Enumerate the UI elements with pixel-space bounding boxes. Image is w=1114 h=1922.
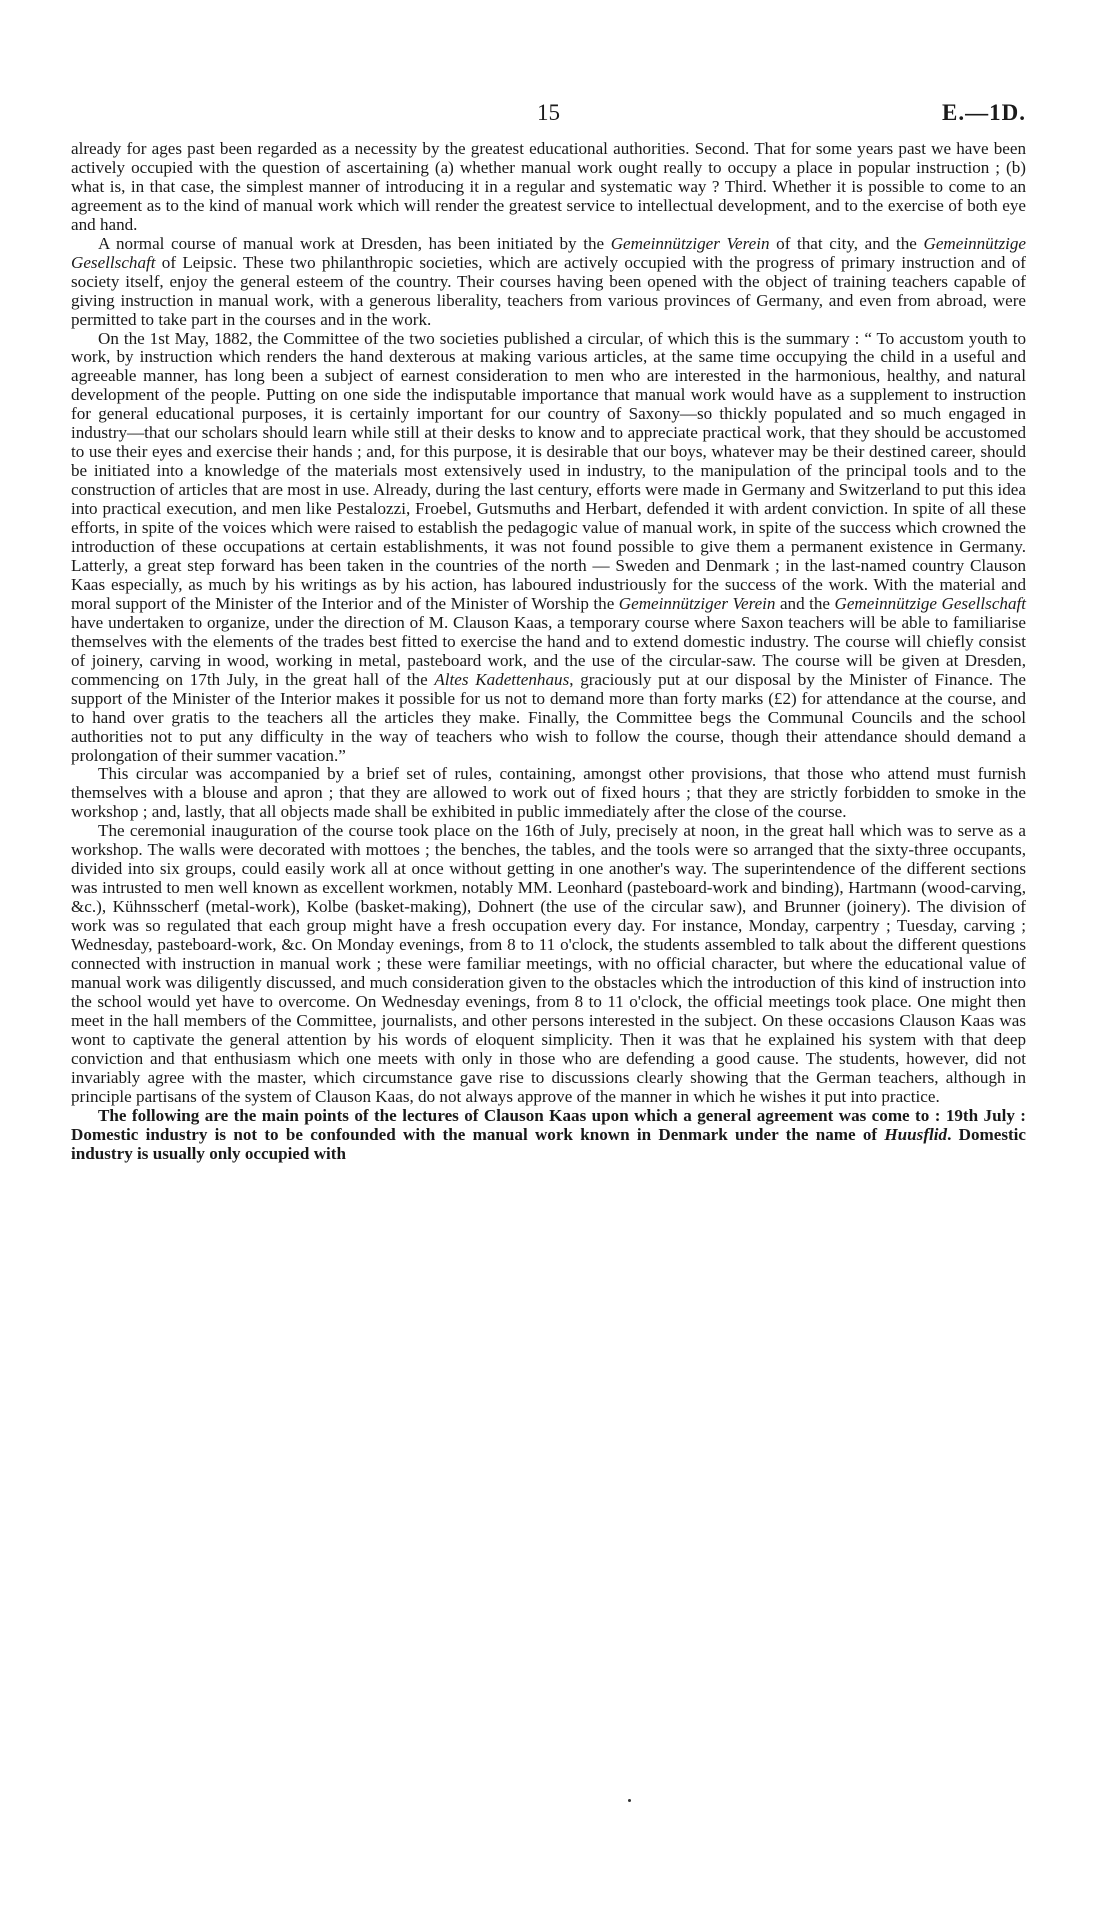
printer-mark (628, 1799, 631, 1802)
paragraph: On the 1st May, 1882, the Committee of the two societies published a circular, of which this is the summary : “ To accustom youth to work, by instruction which renders the hand dexterous at making various articles, at the same time occupying the child in a useful and agreeable manner, has long been a subject of earnest consideration to men who are interested in the harmonious, healthy, and natural development of the people. Putting on one side the indisputable importance that manual work would have as a supplement to instruction for general educational purposes, it is certainly important for our country of Saxony—so thickly populated and so much engaged in industry—that our scholars should learn while still at their desks to know and to appreciate practical work, that they should be accustomed to use their eyes and exercise their hands ; and, for this purpose, it is desirable that our boys, whatever may be their destined career, should be initiated into a knowledge of the materials most extensively used in industry, to the manipulation of the principal tools and to the construction of articles that are most in use. Already, during the last century, efforts were made in Germany and Switzerland to put this idea into practical execution, and men like Pestalozzi, Froebel, Gutsmuths and Herbart, defended it with ardent conviction. In spite of all these efforts, in spite of the voices which were raised to establish the pedagogic value of manual work, in spite of the success which crowned the introduction of these occupations at certain establishments, it was not found possible to give them a permanent existence in Germany. Latterly, a great step forward has been taken in the countries of the north — Sweden and Denmark ; in the last-named country Clauson Kaas especially, as much by his writings as by his action, has laboured industriously for the success of the work. With the material and moral support of the Minister of the Interior and of the Minister of Worship the Gemeinnütziger Verein and the Gemeinnützige Gesellschaft have undertaken to organize, under the direction of M. Clauson Kaas, a temporary course where Saxon teachers will be able to familiarise themselves with the elements of the trades best fitted to exercise the hand and to extend domestic industry. The course will chiefly consist of joinery, carving in wood, working in metal, pasteboard work, and the use of the circular-saw. The course will be given at Dresden, commencing on 17th July, in the great hall of the Altes Kadettenhaus, graciously put at our disposal by the Minister of Finance. The support of the Minister of the Interior makes it possible for us not to demand more than forty marks (£2) for attendance at the course, and to hand over gratis to the teachers all the articles they make. Finally, the Committee begs the Communal Councils and the school authorities not to put any difficulty in the way of teachers who wish to follow the course, though their attendance should demand a prolongation of their summer vacation.” (71, 328, 1026, 765)
paragraph: The ceremonial inauguration of the course took place on the 16th of July, precisely at noon, in the great hall which was to serve as a workshop. The walls were decorated with mottoes ; the benches, the tables, and the tools were so arranged that the sixty-three occupants, divided into six groups, could easily work all at once without getting in one another's way. The superintendence of the different sections was intrusted to men well known as excellent workmen, notably MM. Leonhard (pasteboard-work and binding), Hartmann (wood-carving, &c.), Kühnsscherf (metal-work), Kolbe (basket-making), Dohnert (the use of the circular saw), and Brunner (joinery). The division of work was so regulated that each group might have a fresh occupation every day. For instance, Monday, carpentry ; Tuesday, carving ; Wednesday, pasteboard-work, &c. On Monday evenings, from 8 to 11 o'clock, the students assembled to talk about the different questions connected with instruction in manual work ; these were familiar meetings, with no official character, but where the educational value of manual work was diligently discussed, and much consideration given to the obstacles which the introduction of this kind of instruction into the school would yet have to overcome. On Wednesday evenings, from 8 to 11 o'clock, the official meetings took place. One might then meet in the hall members of the Committee, journalists, and other persons interested in the subject. On these occasions Clauson Kaas was wont to captivate the general attention by his words of eloquent simplicity. Then it was that he explained his system with that deep conviction and that enthusiasm which one meets with only in those who are defending a good cause. The students, however, did not invariably agree with the master, which circumstance gave rise to discussions clearly showing that the German teachers, although in principle partisans of the system of Clauson Kaas, do not always approve of the manner in which he wishes it put into practice. (71, 821, 1026, 1106)
paragraph: This circular was accompanied by a brief set of rules, containing, amongst other provisions, that those who attend must furnish themselves with a blouse and apron ; that they are allowed to work out of fixed hours ; that they are strictly forbidden to smoke in the workshop ; and, lastly, that all objects made shall be exhibited in public immediately after the close of the course. (71, 764, 1026, 822)
paragraph: A normal course of manual work at Dresden, has been initiated by the Gemeinnütziger Verein of that city, and the Gemeinnützige Gesellschaft of Leipsic. These two philanthropic societies, which are actively occupied with the progress of primary instruction and of society itself, enjoy the general esteem of the country. Their courses having been opened with the object of training teachers capable of giving instruction in manual work, with a generous liberality, teachers from various provinces of Germany, and even from abroad, were permitted to take part in the courses and in the work. (71, 233, 1027, 329)
paragraph: already for ages past been regarded as a necessity by the greatest educational authorities. Second. That for some years past we have been actively occupied with the question of ascertaining (a) whether manual work ought really to occupy a place in popular instruction ; (b) what is, in that case, the simplest manner of introducing it in a regular and systematic way ? Third. Whether it is possible to come to an agreement as to the kind of manual work which will render the greatest service to intellectual development, and to the exercise of both eye and hand. (71, 139, 1026, 234)
document-page (71, 100, 1026, 1163)
series-code: E.—1D. (942, 100, 1026, 125)
page-number: 15 (537, 100, 560, 125)
body-text (71, 140, 1026, 1163)
paragraph: The following are the main points of the lectures of Clauson Kaas upon which a general agreement was come to : 19th July : Domestic industry is not to be confounded with the manual work known in Denmark under the name of Huusflid. Domestic industry is usually only occupied with (71, 1105, 1027, 1163)
page-header (71, 100, 1026, 140)
